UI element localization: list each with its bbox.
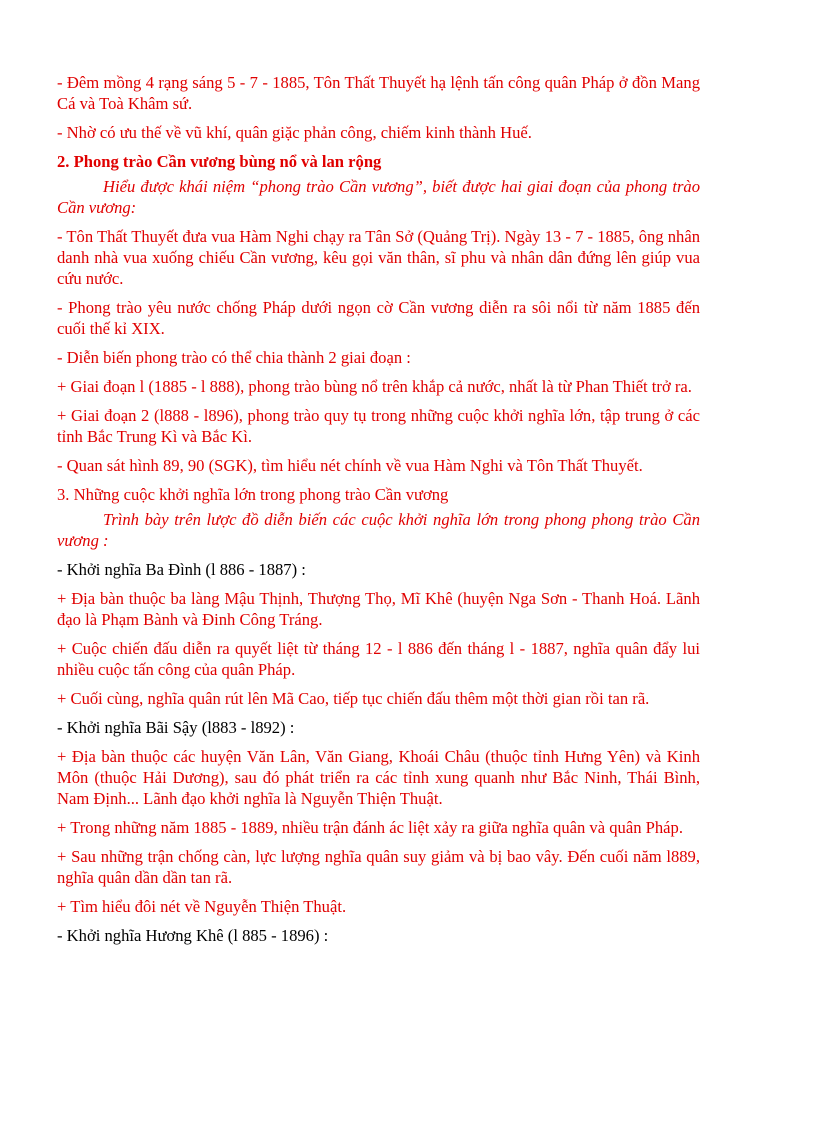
section-2-heading: 2. Phong trào Cần vương bùng nổ và lan rộng [57,152,382,171]
ba-dinh-heading: - Khởi nghĩa Ba Đình (l 886 - 1887) : [57,560,306,579]
two-stages-paragraph: - Diễn biến phong trào có thể chia thành 2 giai đoạn : [57,348,411,367]
ba-dinh-end: + Cuối cùng, nghĩa quân rút lên Mã Cao, tiếp tục chiến đấu thêm một thời gian rồi tan rã. [57,689,650,708]
bai-say-location: + Địa bàn thuộc các huyện Văn Lân, Văn Giang, Khoái Châu (thuộc tỉnh Hưng Yên) và Kinh Môn (thuộc Hải Dương), sau đó phát triển ra các tỉnh xung quanh như Bắc Ninh, Thái Bình, Nam Định... Lãnh đạo khởi nghĩa là Nguyễn Thiện Thuật. [57,747,700,808]
movement-scope-paragraph: - Phong trào yêu nước chống Pháp dưới ngọn cờ Cần vương diễn ra sôi nổi từ năm 1885 đến cuối thế kỉ XIX. [57,298,700,338]
bai-say-battles: + Trong những năm 1885 - 1889, nhiều trận đánh ác liệt xảy ra giữa nghĩa quân và quân Pháp. [57,818,683,837]
stage-2-paragraph: + Giai đoạn 2 (l888 - l896), phong trào quy tụ trong những cuộc khởi nghĩa lớn, tập trung ở các tỉnh Bắc Trung Kì và Bắc Kì. [57,406,700,446]
document-page [57,72,700,954]
section-2-objective: Hiểu được khái niệm “phong trào Cần vương”, biết được hai giai đoạn của phong trào Cần vương: [57,177,700,217]
hue-captured-paragraph: - Nhờ có ưu thế về vũ khí, quân giặc phản công, chiếm kinh thành Huế. [57,123,532,142]
observe-figures-paragraph: - Quan sát hình 89, 90 (SGK), tìm hiểu nét chính về vua Hàm Nghi và Tôn Thất Thuyết. [57,456,643,475]
can-vuong-edict-paragraph: - Tôn Thất Thuyết đưa vua Hàm Nghi chạy ra Tân Sở (Quảng Trị). Ngày 13 - 7 - 1885, ông nhân danh nhà vua xuống chiếu Cần vương, kêu gọi văn thân, sĩ phu và nhân dân đứng lên giúp vua cứu nước. [57,227,700,288]
section-3-heading: 3. Những cuộc khởi nghĩa lớn trong phong trào Cần vương [57,485,449,504]
bai-say-heading: - Khởi nghĩa Bãi Sậy (l883 - l892) : [57,718,295,737]
ba-dinh-location: + Địa bàn thuộc ba làng Mậu Thịnh, Thượng Thọ, Mĩ Khê (huyện Nga Sơn - Thanh Hoá. Lãnh đạo là Phạm Bành và Đinh Công Tráng. [57,589,700,629]
bai-say-end: + Sau những trận chống càn, lực lượng nghĩa quân suy giảm và bị bao vây. Đến cuối năm l889, nghĩa quân dần dần tan rã. [57,847,700,887]
nguyen-thien-thuat-paragraph: + Tìm hiểu đôi nét về Nguyễn Thiện Thuật. [57,897,347,916]
stage-1-paragraph: + Giai đoạn l (1885 - l 888), phong trào bùng nổ trên khắp cả nước, nhất là từ Phan Thiết trở ra. [57,377,692,396]
section-3-objective: Trình bày trên lược đồ diễn biến các cuộc khởi nghĩa lớn trong phong phong trào Cần vương : [57,510,700,550]
huong-khe-heading: - Khởi nghĩa Hương Khê (l 885 - 1896) : [57,926,329,945]
event-attack-paragraph: - Đêm mồng 4 rạng sáng 5 - 7 - 1885, Tôn Thất Thuyết hạ lệnh tấn công quân Pháp ở đồn Mang Cá và Toà Khâm sứ. [57,73,700,113]
ba-dinh-battle: + Cuộc chiến đấu diễn ra quyết liệt từ tháng 12 - l 886 đến tháng l - 1887, nghĩa quân đẩy lui nhiều cuộc tấn công của quân Pháp. [57,639,700,679]
